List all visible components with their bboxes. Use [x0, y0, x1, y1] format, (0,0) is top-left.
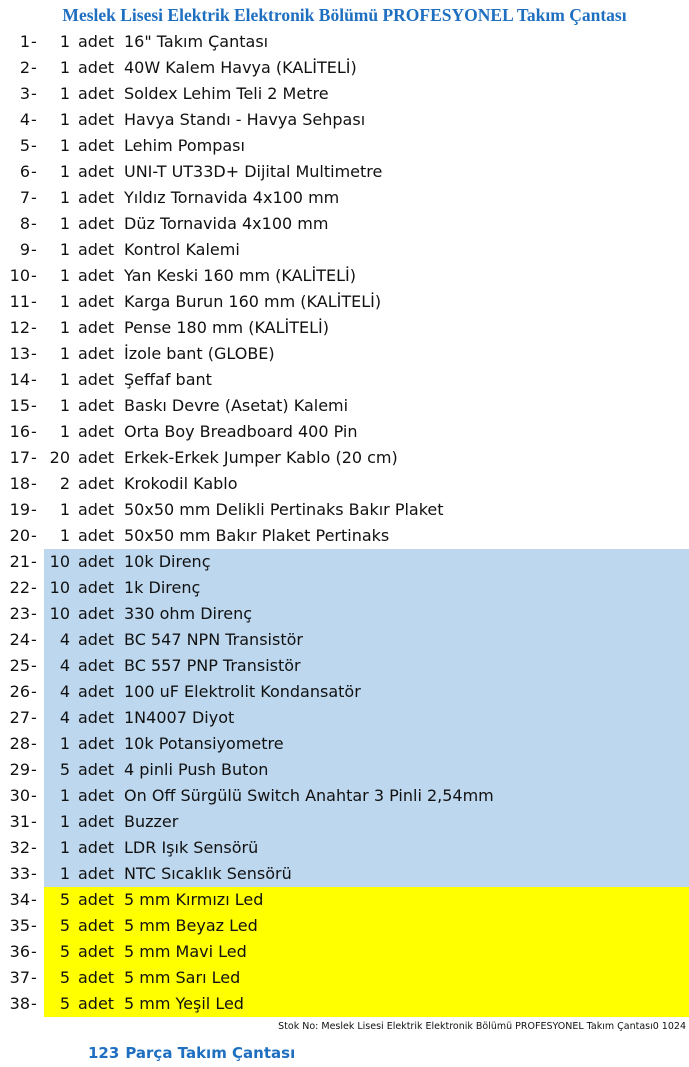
- item-number: 15: [9, 396, 30, 415]
- item-dash: -: [31, 812, 37, 831]
- item-description: Soldex Lehim Teli 2 Metre: [124, 84, 329, 103]
- item-description: Karga Burun 160 mm (KALİTELİ): [124, 292, 382, 311]
- item-unit: adet: [78, 32, 115, 51]
- list-item: [0, 419, 689, 445]
- item-quantity: 10: [49, 552, 70, 571]
- item-number: 38: [9, 994, 30, 1013]
- item-dash: -: [31, 630, 37, 649]
- list-item: [0, 341, 689, 367]
- item-unit: adet: [78, 578, 115, 597]
- item-quantity: 1: [59, 500, 70, 519]
- list-item: [0, 887, 689, 913]
- item-description: NTC Sıcaklık Sensörü: [124, 864, 292, 883]
- item-description: Havya Standı - Havya Sehpası: [124, 110, 366, 129]
- list-item: [0, 471, 689, 497]
- item-unit: adet: [78, 422, 115, 441]
- item-dash: -: [31, 838, 37, 857]
- list-item: [0, 705, 689, 731]
- item-number: 26: [9, 682, 30, 701]
- item-quantity: 1: [59, 526, 70, 545]
- list-item: [0, 575, 689, 601]
- item-unit: adet: [78, 994, 115, 1013]
- list-item: [0, 107, 689, 133]
- item-unit: adet: [78, 266, 115, 285]
- item-number: 21: [9, 552, 30, 571]
- list-item: [0, 913, 689, 939]
- item-dash: -: [31, 708, 37, 727]
- item-description: 330 ohm Direnç: [124, 604, 252, 623]
- item-dash: -: [31, 162, 37, 181]
- item-dash: -: [31, 994, 37, 1013]
- item-description: 50x50 mm Delikli Pertinaks Bakır Plaket: [124, 500, 444, 519]
- item-unit: adet: [78, 474, 115, 493]
- item-quantity: 1: [59, 32, 70, 51]
- item-dash: -: [31, 318, 37, 337]
- item-quantity: 1: [59, 786, 70, 805]
- item-quantity: 2: [59, 474, 70, 493]
- item-description: 10k Potansiyometre: [124, 734, 284, 753]
- item-number: 33: [9, 864, 30, 883]
- list-item: [0, 237, 689, 263]
- item-unit: adet: [78, 136, 115, 155]
- item-dash: -: [31, 58, 37, 77]
- item-unit: adet: [78, 656, 115, 675]
- list-item: [0, 731, 689, 757]
- item-dash: -: [31, 942, 37, 961]
- item-dash: -: [31, 240, 37, 259]
- item-description: BC 547 NPN Transistör: [124, 630, 303, 649]
- list-item: [0, 185, 689, 211]
- item-dash: -: [31, 422, 37, 441]
- item-dash: -: [31, 578, 37, 597]
- item-unit: adet: [78, 760, 115, 779]
- item-description: 16" Takım Çantası: [124, 32, 269, 51]
- item-dash: -: [31, 136, 37, 155]
- item-number: 1: [19, 32, 30, 51]
- list-item: [0, 497, 689, 523]
- item-quantity: 5: [59, 916, 70, 935]
- item-description: Lehim Pompası: [124, 136, 245, 155]
- item-quantity: 1: [59, 318, 70, 337]
- item-number: 34: [9, 890, 30, 909]
- item-quantity: 1: [59, 58, 70, 77]
- item-quantity: 5: [59, 994, 70, 1013]
- item-number: 9: [19, 240, 30, 259]
- item-description: 5 mm Mavi Led: [124, 942, 247, 961]
- item-number: 14: [9, 370, 30, 389]
- item-number: 6: [19, 162, 30, 181]
- item-quantity: 1: [59, 240, 70, 259]
- item-dash: -: [31, 292, 37, 311]
- item-dash: -: [31, 916, 37, 935]
- item-quantity: 4: [59, 682, 70, 701]
- item-quantity: 1: [59, 266, 70, 285]
- item-dash: -: [31, 656, 37, 675]
- item-dash: -: [31, 552, 37, 571]
- item-number: 10: [9, 266, 30, 285]
- item-number: 16: [9, 422, 30, 441]
- item-description: 10k Direnç: [124, 552, 211, 571]
- item-number: 28: [9, 734, 30, 753]
- list-item: [0, 783, 689, 809]
- item-dash: -: [31, 890, 37, 909]
- item-unit: adet: [78, 526, 115, 545]
- item-unit: adet: [78, 604, 115, 623]
- item-number: 12: [9, 318, 30, 337]
- item-quantity: 5: [59, 942, 70, 961]
- item-quantity: 1: [59, 136, 70, 155]
- item-description: Pense 180 mm (KALİTELİ): [124, 318, 329, 337]
- item-description: 5 mm Yeşil Led: [124, 994, 244, 1013]
- item-quantity: 1: [59, 396, 70, 415]
- list-item: [0, 653, 689, 679]
- list-item: [0, 81, 689, 107]
- list-item: [0, 757, 689, 783]
- list-item: [0, 133, 689, 159]
- part-count-label: Parça Takım Çantası: [125, 1044, 296, 1062]
- list-item: [0, 211, 689, 237]
- item-quantity: 1: [59, 838, 70, 857]
- item-number: 20: [9, 526, 30, 545]
- item-dash: -: [31, 500, 37, 519]
- item-dash: -: [31, 968, 37, 987]
- item-description: Yan Keski 160 mm (KALİTELİ): [124, 266, 356, 285]
- item-dash: -: [31, 32, 37, 51]
- item-dash: -: [31, 188, 37, 207]
- list-item: [0, 627, 689, 653]
- item-quantity: 1: [59, 110, 70, 129]
- item-quantity: 4: [59, 630, 70, 649]
- item-quantity: 1: [59, 188, 70, 207]
- item-number: 29: [9, 760, 30, 779]
- item-description: 4 pinli Push Buton: [124, 760, 269, 779]
- item-quantity: 5: [59, 968, 70, 987]
- item-dash: -: [31, 396, 37, 415]
- item-quantity: 20: [49, 448, 70, 467]
- item-unit: adet: [78, 682, 115, 701]
- item-unit: adet: [78, 396, 115, 415]
- item-description: On Off Sürgülü Switch Anahtar 3 Pinli 2,54mm: [124, 786, 494, 805]
- item-dash: -: [31, 682, 37, 701]
- item-description: 5 mm Beyaz Led: [124, 916, 258, 935]
- list-item: [0, 809, 689, 835]
- list-item: [0, 965, 689, 991]
- item-number: 8: [19, 214, 30, 233]
- item-description: Orta Boy Breadboard 400 Pin: [124, 422, 358, 441]
- item-number: 17: [9, 448, 30, 467]
- item-dash: -: [31, 370, 37, 389]
- item-description: Buzzer: [124, 812, 179, 831]
- item-unit: adet: [78, 188, 115, 207]
- item-description: Kontrol Kalemi: [124, 240, 240, 259]
- item-number: 30: [9, 786, 30, 805]
- item-quantity: 5: [59, 760, 70, 779]
- item-quantity: 10: [49, 578, 70, 597]
- item-dash: -: [31, 110, 37, 129]
- item-number: 5: [19, 136, 30, 155]
- item-description: Erkek-Erkek Jumper Kablo (20 cm): [124, 448, 398, 467]
- list-item: [0, 549, 689, 575]
- item-unit: adet: [78, 214, 115, 233]
- item-quantity: 1: [59, 214, 70, 233]
- item-unit: adet: [78, 344, 115, 363]
- list-item: [0, 289, 689, 315]
- item-unit: adet: [78, 864, 115, 883]
- item-unit: adet: [78, 890, 115, 909]
- item-quantity: 1: [59, 292, 70, 311]
- item-description: Yıldız Tornavida 4x100 mm: [124, 188, 340, 207]
- item-unit: adet: [78, 942, 115, 961]
- part-count-footer: [88, 1044, 295, 1062]
- item-unit: adet: [78, 708, 115, 727]
- list-item: [0, 55, 689, 81]
- list-item: [0, 523, 689, 549]
- item-description: 1N4007 Diyot: [124, 708, 235, 727]
- item-number: 7: [19, 188, 30, 207]
- item-description: 50x50 mm Bakır Plaket Pertinaks: [124, 526, 390, 545]
- item-dash: -: [31, 864, 37, 883]
- item-quantity: 4: [59, 708, 70, 727]
- item-number: 22: [9, 578, 30, 597]
- list-item: [0, 679, 689, 705]
- item-description: Krokodil Kablo: [124, 474, 238, 493]
- list-item: [0, 861, 689, 887]
- item-dash: -: [31, 734, 37, 753]
- list-item: [0, 991, 689, 1017]
- item-quantity: 1: [59, 734, 70, 753]
- item-description: 100 uF Elektrolit Kondansatör: [124, 682, 361, 701]
- item-unit: adet: [78, 630, 115, 649]
- list-item: [0, 159, 689, 185]
- item-number: 4: [19, 110, 30, 129]
- item-number: 13: [9, 344, 30, 363]
- item-description: Baskı Devre (Asetat) Kalemi: [124, 396, 349, 415]
- item-number: 27: [9, 708, 30, 727]
- item-description: BC 557 PNP Transistör: [124, 656, 301, 675]
- item-dash: -: [31, 786, 37, 805]
- item-quantity: 4: [59, 656, 70, 675]
- item-quantity: 1: [59, 812, 70, 831]
- page-title: Meslek Lisesi Elektrik Elektronik Bölümü PROFESYONEL Takım Çantası: [62, 5, 627, 25]
- item-description: İzole bant (GLOBE): [124, 344, 275, 363]
- list-item: [0, 29, 689, 55]
- item-number: 23: [9, 604, 30, 623]
- item-quantity: 5: [59, 890, 70, 909]
- list-item: [0, 445, 689, 471]
- item-unit: adet: [78, 500, 115, 519]
- item-unit: adet: [78, 916, 115, 935]
- item-unit: adet: [78, 448, 115, 467]
- item-description: UNI-T UT33D+ Dijital Multimetre: [124, 162, 383, 181]
- item-description: 1k Direnç: [124, 578, 201, 597]
- item-dash: -: [31, 266, 37, 285]
- part-count: 123: [88, 1044, 120, 1062]
- item-unit: adet: [78, 162, 115, 181]
- item-dash: -: [31, 526, 37, 545]
- item-quantity: 1: [59, 422, 70, 441]
- item-unit: adet: [78, 370, 115, 389]
- item-unit: adet: [78, 812, 115, 831]
- item-dash: -: [31, 760, 37, 779]
- list-item: [0, 835, 689, 861]
- item-unit: adet: [78, 552, 115, 571]
- list-item: [0, 601, 689, 627]
- list-item: [0, 263, 689, 289]
- item-number: 36: [9, 942, 30, 961]
- item-number: 37: [9, 968, 30, 987]
- item-dash: -: [31, 448, 37, 467]
- item-unit: adet: [78, 318, 115, 337]
- item-number: 11: [9, 292, 30, 311]
- item-number: 25: [9, 656, 30, 675]
- item-number: 32: [9, 838, 30, 857]
- item-quantity: 10: [49, 604, 70, 623]
- item-dash: -: [31, 604, 37, 623]
- item-unit: adet: [78, 110, 115, 129]
- item-dash: -: [31, 344, 37, 363]
- item-number: 2: [19, 58, 30, 77]
- item-description: Düz Tornavida 4x100 mm: [124, 214, 329, 233]
- item-number: 24: [9, 630, 30, 649]
- item-unit: adet: [78, 838, 115, 857]
- item-dash: -: [31, 474, 37, 493]
- item-description: 5 mm Kırmızı Led: [124, 890, 264, 909]
- item-number: 19: [9, 500, 30, 519]
- item-unit: adet: [78, 58, 115, 77]
- item-number: 31: [9, 812, 30, 831]
- item-unit: adet: [78, 734, 115, 753]
- item-quantity: 1: [59, 864, 70, 883]
- item-unit: adet: [78, 240, 115, 259]
- item-number: 18: [9, 474, 30, 493]
- list-item: [0, 367, 689, 393]
- item-unit: adet: [78, 786, 115, 805]
- item-description: LDR Işık Sensörü: [124, 838, 259, 857]
- item-quantity: 1: [59, 344, 70, 363]
- stock-note: Stok No: Meslek Lisesi Elektrik Elektronik Bölümü PROFESYONEL Takım Çantası0 1024: [278, 1021, 686, 1032]
- item-dash: -: [31, 84, 37, 103]
- item-quantity: 1: [59, 370, 70, 389]
- item-description: Şeffaf bant: [124, 370, 212, 389]
- item-number: 35: [9, 916, 30, 935]
- item-unit: adet: [78, 292, 115, 311]
- item-description: 40W Kalem Havya (KALİTELİ): [124, 58, 357, 77]
- list-item: [0, 315, 689, 341]
- list-item: [0, 393, 689, 419]
- item-number: 3: [19, 84, 30, 103]
- item-quantity: 1: [59, 162, 70, 181]
- item-unit: adet: [78, 84, 115, 103]
- item-list: [0, 29, 689, 1017]
- list-item: [0, 939, 689, 965]
- item-unit: adet: [78, 968, 115, 987]
- item-description: 5 mm Sarı Led: [124, 968, 241, 987]
- item-quantity: 1: [59, 84, 70, 103]
- item-dash: -: [31, 214, 37, 233]
